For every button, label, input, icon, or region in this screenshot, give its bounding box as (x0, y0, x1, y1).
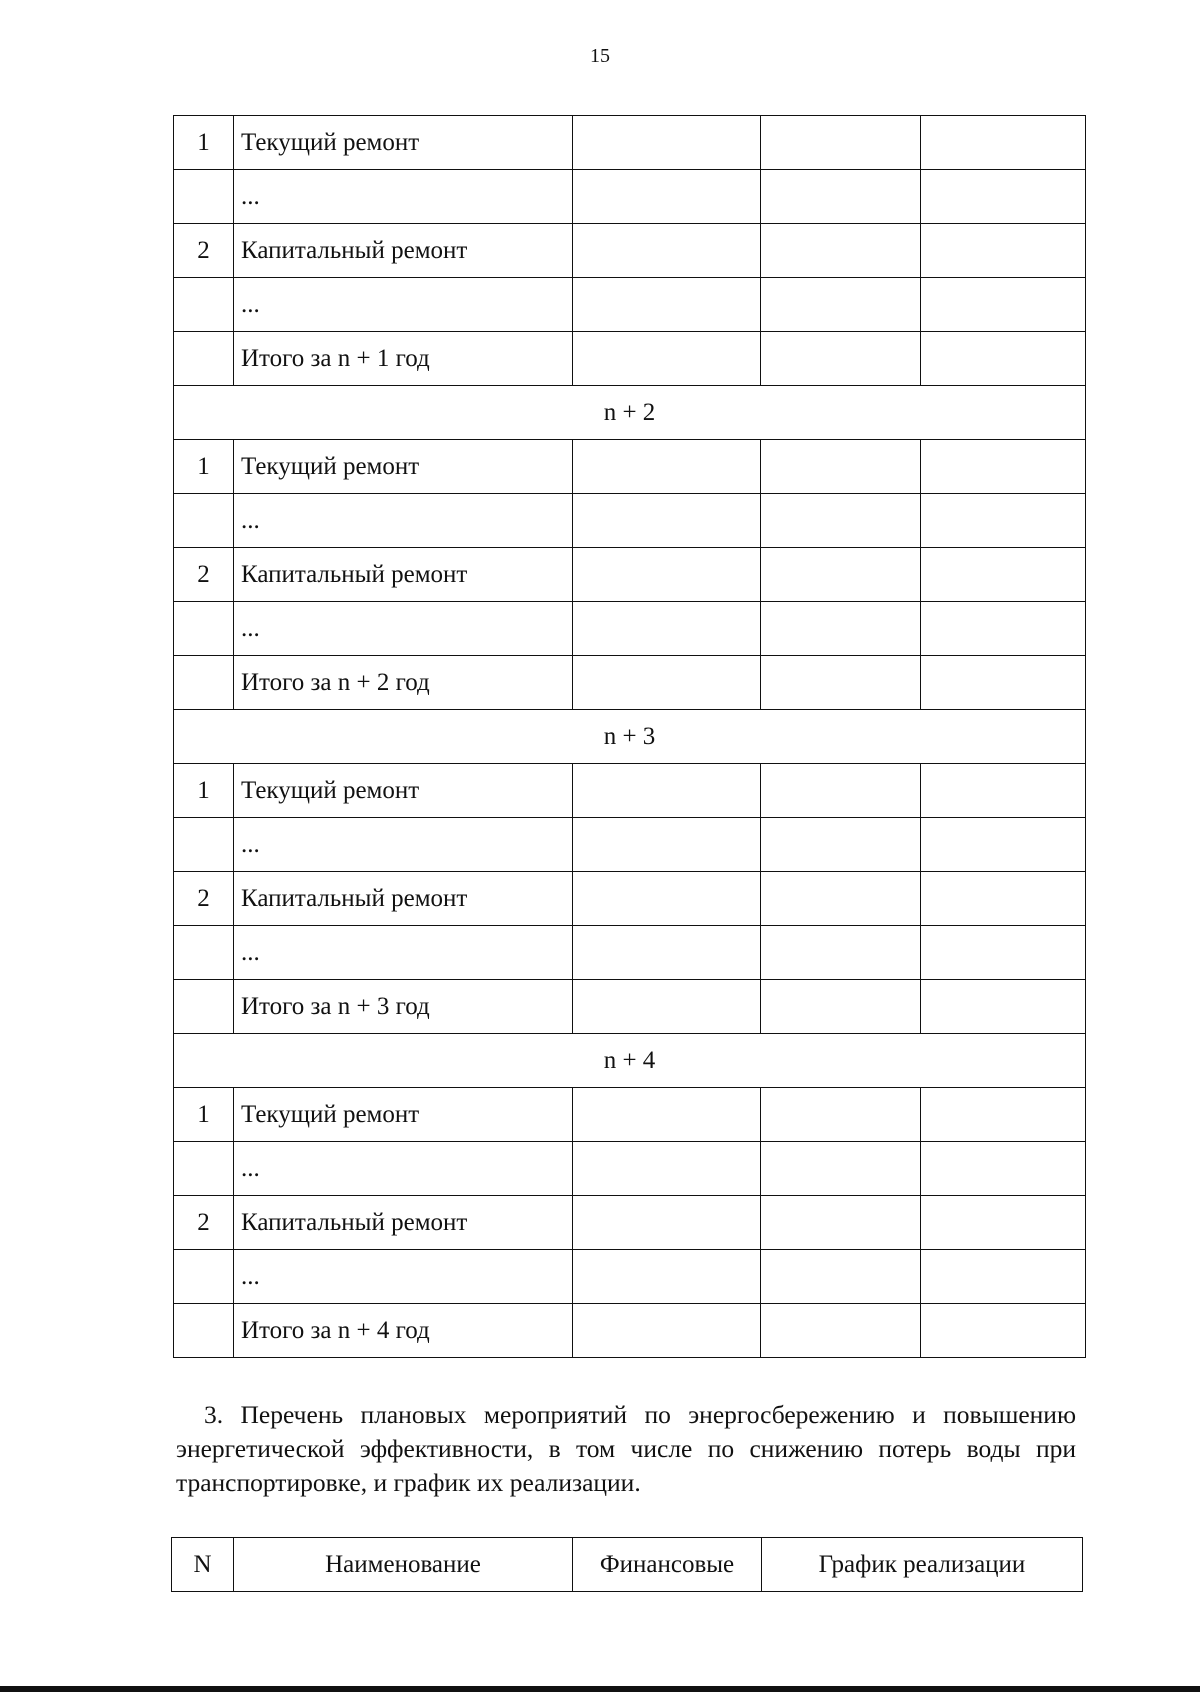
empty-cell (921, 332, 1086, 386)
empty-cell (921, 926, 1086, 980)
empty-cell (761, 278, 921, 332)
row-number (174, 602, 234, 656)
table-row (174, 332, 1086, 386)
empty-cell (921, 1088, 1086, 1142)
column-header-number: N (172, 1538, 234, 1592)
row-number (174, 926, 234, 980)
table-row (174, 602, 1086, 656)
row-number (174, 980, 234, 1034)
empty-cell (921, 116, 1086, 170)
row-name: ... (234, 818, 573, 872)
row-name: Капитальный ремонт (234, 224, 573, 278)
row-number (174, 656, 234, 710)
empty-cell (761, 494, 921, 548)
year-header-row (174, 386, 1086, 440)
empty-cell (761, 1250, 921, 1304)
row-number: 2 (174, 224, 234, 278)
table-row (174, 980, 1086, 1034)
empty-cell (921, 224, 1086, 278)
row-name: ... (234, 1142, 573, 1196)
empty-cell (921, 818, 1086, 872)
row-number (174, 278, 234, 332)
empty-cell (573, 926, 761, 980)
row-name: ... (234, 1250, 573, 1304)
row-number (174, 170, 234, 224)
column-header-financing: Финансовые (573, 1538, 762, 1592)
table-row (174, 656, 1086, 710)
empty-cell (761, 332, 921, 386)
empty-cell (921, 548, 1086, 602)
empty-cell (573, 1142, 761, 1196)
empty-cell (573, 1304, 761, 1358)
row-name: Итого за n + 3 год (234, 980, 573, 1034)
column-header-name: Наименование (234, 1538, 573, 1592)
empty-cell (761, 764, 921, 818)
empty-cell (921, 170, 1086, 224)
row-number (174, 494, 234, 548)
empty-cell (921, 1250, 1086, 1304)
empty-cell (573, 818, 761, 872)
row-name: Текущий ремонт (234, 764, 573, 818)
row-number: 2 (174, 1196, 234, 1250)
empty-cell (761, 1088, 921, 1142)
table-row (174, 926, 1086, 980)
empty-cell (921, 1196, 1086, 1250)
row-number: 2 (174, 548, 234, 602)
row-number: 1 (174, 116, 234, 170)
row-number: 1 (174, 440, 234, 494)
table-row (174, 224, 1086, 278)
row-number: 1 (174, 1088, 234, 1142)
empty-cell (761, 926, 921, 980)
empty-cell (761, 548, 921, 602)
empty-cell (573, 656, 761, 710)
table-row (174, 440, 1086, 494)
repair-plan-table (173, 115, 1086, 1358)
measures-table-header-row (172, 1538, 1083, 1592)
row-name: Текущий ремонт (234, 116, 573, 170)
empty-cell (761, 602, 921, 656)
row-name: ... (234, 494, 573, 548)
year-header-row (174, 710, 1086, 764)
table-row (174, 818, 1086, 872)
table-row (174, 1196, 1086, 1250)
empty-cell (761, 1196, 921, 1250)
empty-cell (573, 1196, 761, 1250)
empty-cell (921, 494, 1086, 548)
table-row (174, 1304, 1086, 1358)
row-number (174, 1304, 234, 1358)
row-number (174, 1142, 234, 1196)
table-row (174, 278, 1086, 332)
empty-cell (921, 872, 1086, 926)
empty-cell (573, 332, 761, 386)
year-header: n + 2 (174, 386, 1086, 440)
empty-cell (921, 1142, 1086, 1196)
row-name: Капитальный ремонт (234, 872, 573, 926)
row-name: ... (234, 602, 573, 656)
table-row (174, 548, 1086, 602)
empty-cell (761, 224, 921, 278)
empty-cell (761, 872, 921, 926)
measures-table (171, 1537, 1083, 1592)
empty-cell (761, 1304, 921, 1358)
year-header-row (174, 1034, 1086, 1088)
empty-cell (921, 764, 1086, 818)
empty-cell (573, 548, 761, 602)
row-name: Итого за n + 2 год (234, 656, 573, 710)
row-name: Капитальный ремонт (234, 548, 573, 602)
row-name: Текущий ремонт (234, 1088, 573, 1142)
year-header: n + 3 (174, 710, 1086, 764)
column-header-schedule: График реализации (762, 1538, 1083, 1592)
empty-cell (761, 656, 921, 710)
scan-bottom-edge (0, 1686, 1200, 1692)
empty-cell (761, 170, 921, 224)
empty-cell (761, 440, 921, 494)
year-header: n + 4 (174, 1034, 1086, 1088)
empty-cell (573, 170, 761, 224)
empty-cell (921, 1304, 1086, 1358)
empty-cell (761, 818, 921, 872)
empty-cell (921, 278, 1086, 332)
row-name: ... (234, 926, 573, 980)
row-name: Итого за n + 4 год (234, 1304, 573, 1358)
table-row (174, 1142, 1086, 1196)
empty-cell (921, 440, 1086, 494)
row-name: ... (234, 170, 573, 224)
empty-cell (573, 494, 761, 548)
empty-cell (573, 602, 761, 656)
row-number (174, 332, 234, 386)
empty-cell (761, 980, 921, 1034)
table-row (174, 1250, 1086, 1304)
page-number: 15 (590, 45, 610, 67)
row-number (174, 818, 234, 872)
table-row (174, 494, 1086, 548)
row-number: 2 (174, 872, 234, 926)
empty-cell (573, 278, 761, 332)
table-row (174, 1088, 1086, 1142)
empty-cell (573, 440, 761, 494)
empty-cell (921, 602, 1086, 656)
empty-cell (573, 224, 761, 278)
table-row (174, 116, 1086, 170)
empty-cell (573, 980, 761, 1034)
row-name: ... (234, 278, 573, 332)
table-row (174, 170, 1086, 224)
row-name: Текущий ремонт (234, 440, 573, 494)
row-name: Итого за n + 1 год (234, 332, 573, 386)
empty-cell (921, 980, 1086, 1034)
empty-cell (573, 872, 761, 926)
empty-cell (573, 764, 761, 818)
row-number: 1 (174, 764, 234, 818)
section-3-heading: 3. Перечень плановых мероприятий по энергосбережению и повышению энергетической эффективности, в том числе по снижению потерь воды при транспортировке, и график их реализации. (176, 1400, 1076, 1497)
empty-cell (761, 116, 921, 170)
empty-cell (573, 1250, 761, 1304)
row-name: Капитальный ремонт (234, 1196, 573, 1250)
empty-cell (573, 116, 761, 170)
row-number (174, 1250, 234, 1304)
table-row (174, 872, 1086, 926)
empty-cell (921, 656, 1086, 710)
empty-cell (573, 1088, 761, 1142)
empty-cell (761, 1142, 921, 1196)
table-row (174, 764, 1086, 818)
